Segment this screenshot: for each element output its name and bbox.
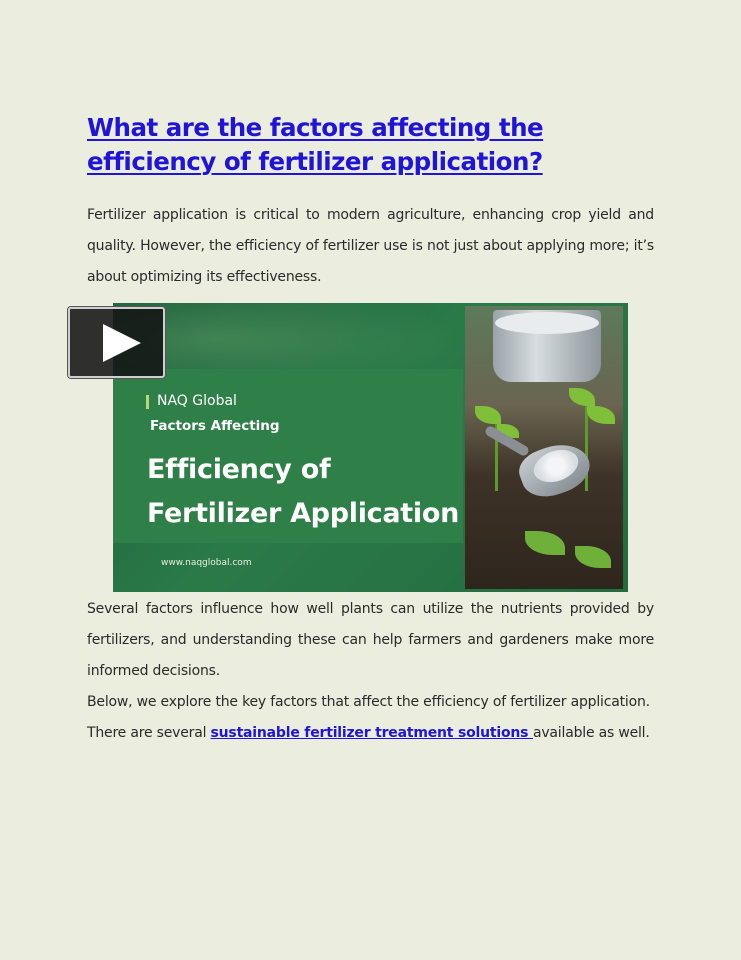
bucket-top-shape (495, 312, 599, 334)
play-icon (103, 324, 141, 362)
plant-leaf (569, 388, 595, 406)
banner-heading-line1: Efficiency of (147, 454, 331, 485)
plant-leaf (475, 406, 501, 424)
plant-leaf (575, 546, 611, 568)
plant-leaf (525, 531, 565, 555)
banner-heading-line2: Fertilizer Application (147, 498, 460, 529)
banner-image (113, 303, 628, 592)
play-button[interactable] (68, 307, 165, 378)
sustainable-solutions-link[interactable]: sustainable fertilizer treatment solutions (210, 725, 533, 741)
banner-subtitle: Factors Affecting (150, 418, 280, 434)
banner-heading (147, 448, 467, 536)
factors-paragraph: Several factors influence how well plants can utilize the nutrients provided by fertilizers, and understanding these can help farmers and gardeners make more informed decisions. (87, 601, 654, 679)
banner-accent-bar (146, 395, 149, 409)
explore-text-before: Below, we explore the key factors that affect the efficiency of fertilizer application. There are several (87, 694, 650, 741)
banner-url: www.naqglobal.com (161, 558, 252, 568)
banner-photo-fertilizer (465, 306, 623, 589)
intro-paragraph: Fertilizer application is critical to modern agriculture, enhancing crop yield and quality. However, the efficiency of fertilizer use is not just about applying more; it’s about optimizing its effectiveness. (87, 207, 654, 285)
page-title-link[interactable]: What are the factors affecting the efficiency of fertilizer application? (87, 113, 544, 176)
explore-paragraph (87, 687, 654, 749)
banner-brand: NAQ Global (157, 393, 237, 409)
explore-text-after: available as well. (532, 725, 650, 741)
plant-leaf (587, 406, 615, 424)
